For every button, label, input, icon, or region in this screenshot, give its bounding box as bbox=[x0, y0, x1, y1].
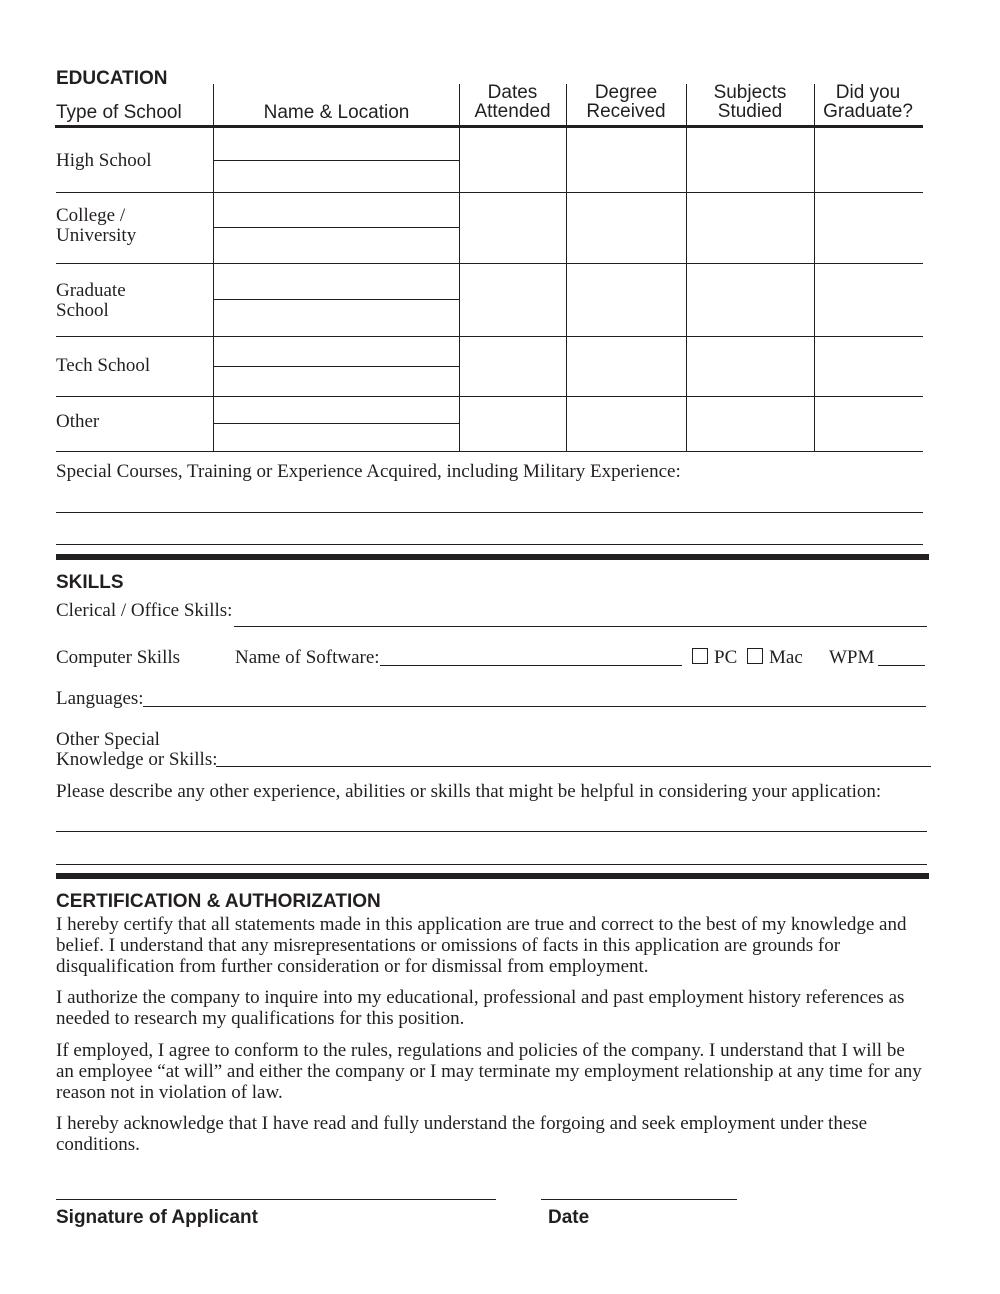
section-divider bbox=[56, 554, 929, 560]
row-divider bbox=[56, 192, 923, 193]
pc-label: PC bbox=[714, 647, 738, 668]
col-dates-attended: Dates Attended bbox=[474, 82, 551, 122]
pc-checkbox[interactable] bbox=[692, 648, 708, 664]
certification-paragraph-2: I authorize the company to inquire into my educational, professional and past employment history references as needed to research my qualifications for this position. bbox=[56, 987, 905, 1029]
special-courses-line[interactable] bbox=[56, 544, 923, 545]
col-type-of-school: Type of School bbox=[56, 102, 182, 123]
name-location-line[interactable] bbox=[213, 160, 459, 161]
describe-line[interactable] bbox=[56, 831, 927, 832]
special-courses-label: Special Courses, Training or Experience Acquired, including Military Experience: bbox=[56, 461, 681, 482]
row-label-other: Other bbox=[56, 411, 100, 432]
certification-heading: CERTIFICATION & AUTHORIZATION bbox=[56, 891, 381, 912]
special-courses-line[interactable] bbox=[56, 512, 923, 513]
name-location-line[interactable] bbox=[213, 299, 459, 300]
education-heading: EDUCATION bbox=[56, 68, 168, 89]
mac-checkbox[interactable] bbox=[747, 648, 763, 664]
wpm-label: WPM bbox=[829, 647, 875, 668]
software-label: Name of Software: bbox=[235, 647, 380, 668]
date-label: Date bbox=[548, 1207, 590, 1228]
col-subjects-studied: Subjects Studied bbox=[713, 82, 787, 122]
signature-label: Signature of Applicant bbox=[56, 1207, 258, 1228]
describe-line[interactable] bbox=[56, 864, 927, 865]
signature-line[interactable] bbox=[56, 1199, 496, 1200]
other-special-label-2: Knowledge or Skills: bbox=[56, 749, 218, 770]
languages-label: Languages: bbox=[56, 688, 144, 709]
section-divider bbox=[56, 873, 929, 879]
languages-line[interactable] bbox=[143, 706, 926, 707]
mac-label: Mac bbox=[769, 647, 803, 668]
wpm-line[interactable] bbox=[878, 665, 925, 666]
other-special-label-1: Other Special bbox=[56, 729, 160, 750]
certification-paragraph-4: I hereby acknowledge that I have read and fully understand the forgoing and seek employment under these conditions. bbox=[56, 1113, 868, 1155]
other-special-line[interactable] bbox=[216, 766, 931, 767]
name-location-line[interactable] bbox=[213, 227, 459, 228]
row-divider bbox=[56, 396, 923, 397]
software-line[interactable] bbox=[380, 665, 682, 666]
skills-heading: SKILLS bbox=[56, 572, 124, 593]
name-location-line[interactable] bbox=[213, 423, 459, 424]
row-divider bbox=[56, 263, 923, 264]
name-location-line[interactable] bbox=[213, 366, 459, 367]
describe-label: Please describe any other experience, abilities or skills that might be helpful in considering your application: bbox=[56, 781, 882, 802]
clerical-skills-label: Clerical / Office Skills: bbox=[56, 600, 233, 621]
row-label-graduate-school: Graduate School bbox=[56, 280, 126, 321]
row-divider bbox=[56, 336, 923, 337]
clerical-skills-line[interactable] bbox=[234, 626, 927, 627]
row-label-tech-school: Tech School bbox=[56, 355, 151, 376]
row-divider bbox=[56, 451, 923, 452]
education-header-rule bbox=[55, 125, 923, 128]
row-label-high-school: High School bbox=[56, 150, 152, 171]
computer-skills-label: Computer Skills bbox=[56, 647, 181, 668]
row-label-college: College / University bbox=[56, 205, 137, 246]
col-name-location: Name & Location bbox=[263, 102, 410, 123]
certification-paragraph-3: If employed, I agree to conform to the rules, regulations and policies of the company. I understand that I will be an employee “at will” and either the company or I may terminate my employment relationship at any time for any reason not in violation of law. bbox=[56, 1040, 922, 1103]
col-degree-received: Degree Received bbox=[586, 82, 666, 122]
certification-paragraph-1: I hereby certify that all statements made in this application are true and correct to the best of my knowledge and belief. I understand that any misrepresentations or omissions of facts in this application are grounds for disqualification from further consideration or for dismissal from employment. bbox=[56, 914, 907, 977]
col-did-you-graduate: Did you Graduate? bbox=[823, 82, 913, 122]
date-line[interactable] bbox=[541, 1199, 737, 1200]
